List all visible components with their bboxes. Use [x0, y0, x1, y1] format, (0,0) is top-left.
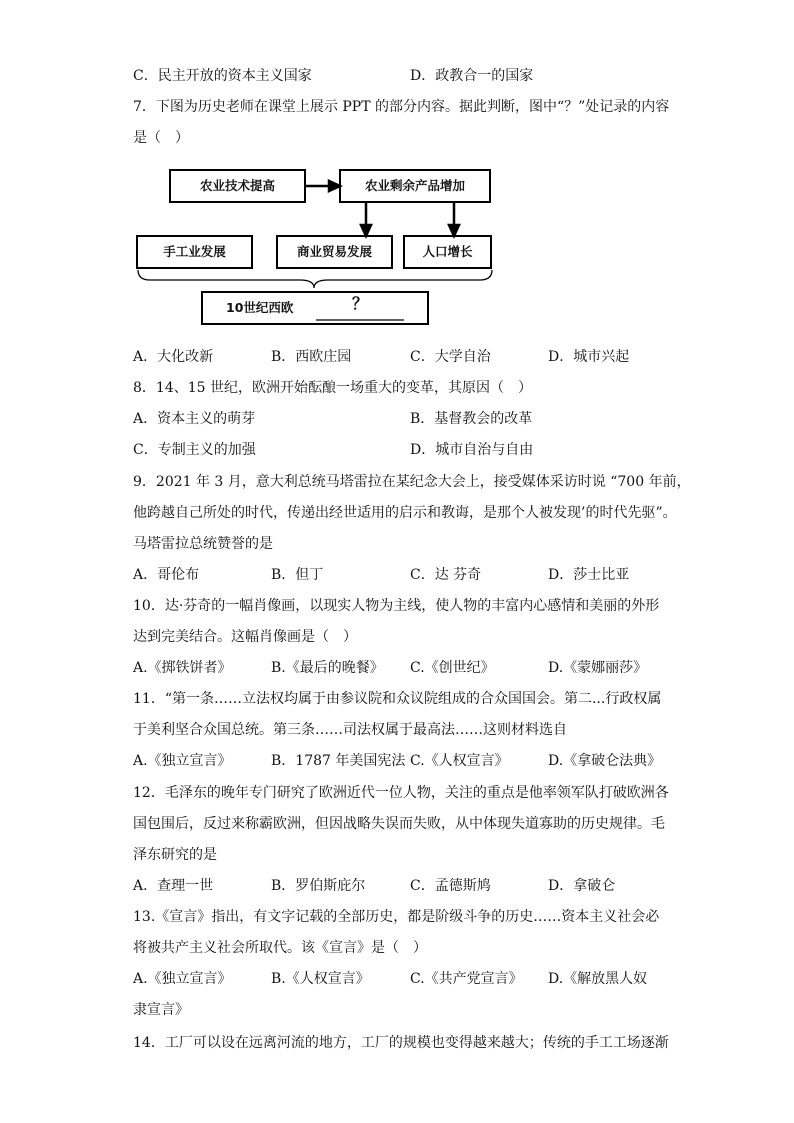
q12-stem-line2: 国包围后，反过来称霸欧洲，但因战略失误而失败，从中体现失道寡助的历史规律。毛: [133, 816, 665, 832]
q13-option-b: B.《人权宣言》: [271, 971, 370, 987]
q9-stem-line3: 马塔雷拉总统赞誉的是: [133, 536, 273, 552]
q9-option-a: A．哥伦布: [133, 567, 200, 583]
q11-option-d: D.《拿破仑法典》: [548, 753, 662, 769]
brace: [138, 270, 492, 288]
q9-option-d: D．莎士比亚: [548, 567, 630, 583]
q8-option-b: B．基督教会的改革: [410, 411, 533, 427]
q13-stem-line1: 13.《宣言》指出，有文字记载的全部历史，都是阶级斗争的历史……资本主义社会必: [133, 909, 660, 925]
q9-option-c: C．达 芬奇: [410, 567, 482, 583]
q10-option-c: C.《创世纪》: [410, 660, 495, 676]
label-commerce: 商业贸易发展: [296, 244, 372, 259]
q14-stem-line1: 14．工厂可以设在远离河流的地方，工厂的规模也变得越来越大；传统的手工工场逐渐: [133, 1035, 669, 1051]
label-handicraft: 手工业发展: [163, 244, 226, 259]
q7-option-b: B．西欧庄园: [271, 349, 352, 365]
q8-option-c: C．专制主义的加强: [133, 442, 256, 458]
q6-option-c: C．民主开放的资本主义国家: [133, 68, 312, 84]
q11-option-c: C.《人权宣言》: [410, 753, 509, 769]
label-agri-tech: 农业技术提高: [199, 178, 275, 193]
q11-stem-line2: 于美利坚合众国总统。第三条……司法权属于最高法……这则材料选自: [133, 722, 567, 738]
q12-stem-line1: 12．毛泽东的晚年专门研究了欧洲近代一位人物，关注的重点是他率领军队打破欧洲各: [133, 785, 669, 801]
q11-option-b: B．1787 年美国宪法: [271, 753, 406, 769]
q13-option-d-cont: 隶宣言》: [133, 1002, 189, 1018]
q7-stem-line2: 是（ ）: [133, 130, 189, 146]
q7-option-a: A．大化改新: [133, 349, 214, 365]
q12-option-c: C．孟德斯鸠: [410, 878, 491, 894]
q7-option-c: C．大学自治: [410, 349, 491, 365]
q9-stem-line2: 他跨越自己所处的时代，传递出经世适用的启示和教诲，是那个人被发现’的时代先驱”。: [133, 505, 677, 521]
q13-option-d: D.《解放黑人奴: [548, 971, 648, 987]
q10-option-a: A.《掷铁饼者》: [133, 660, 232, 676]
q12-option-b: B．罗伯斯庇尔: [271, 878, 366, 894]
label-agri-surplus: 农业剩余产品增加: [364, 178, 465, 193]
q12-option-a: A．查理一世: [133, 878, 214, 894]
q7-stem-line1: 7．下图为历史老师在课堂上展示 PPT 的部分内容。据此判断，图中“？”处记录的内容: [133, 99, 670, 115]
q9-option-b: B．但丁: [271, 567, 324, 583]
label-west-europe: 10世纪西欧: [226, 300, 294, 315]
q11-stem-line1: 11．“第一条……立法权均属于由参议院和众议院组成的合众国国会。第二...行政权属: [133, 691, 662, 707]
q12-stem-line3: 泽东研究的是: [133, 847, 217, 863]
label-question-mark: ？: [351, 294, 368, 313]
q13-option-a: A.《独立宣言》: [133, 971, 232, 987]
q13-stem-line2: 将被共产主义社会所取代。该《宣言》是（ ）: [133, 940, 427, 956]
q12-option-d: D．拿破仑: [548, 878, 616, 894]
q8-stem: 8．14、15 世纪，欧洲开始酝酿一场重大的变革，其原因（ ）: [133, 380, 532, 396]
q11-option-a: A.《独立宣言》: [133, 753, 232, 769]
q7-option-d: D．城市兴起: [548, 349, 630, 365]
q10-stem-line1: 10．达·芬奇的一幅肖像画，以现实人物为主线，使人物的丰富内心感情和美丽的外形: [133, 598, 660, 614]
q9-stem-line1: 9．2021 年 3 月，意大利总统马塔雷拉在某纪念大会上，接受媒体采访时说 “700 年前，: [133, 474, 691, 490]
q8-option-d: D．城市自治与自由: [410, 442, 534, 458]
q10-option-b: B.《最后的晚餐》: [271, 660, 384, 676]
q10-stem-line2: 达到完美结合。这幅肖像画是（ ）: [133, 629, 357, 645]
label-population: 人口增长: [422, 244, 473, 259]
q13-option-c: C.《共产党宣言》: [410, 971, 523, 987]
q10-option-d: D.《蒙娜丽莎》: [548, 660, 648, 676]
q6-option-d: D．政教合一的国家: [410, 68, 534, 84]
q8-option-a: A．资本主义的萌芽: [133, 411, 256, 427]
